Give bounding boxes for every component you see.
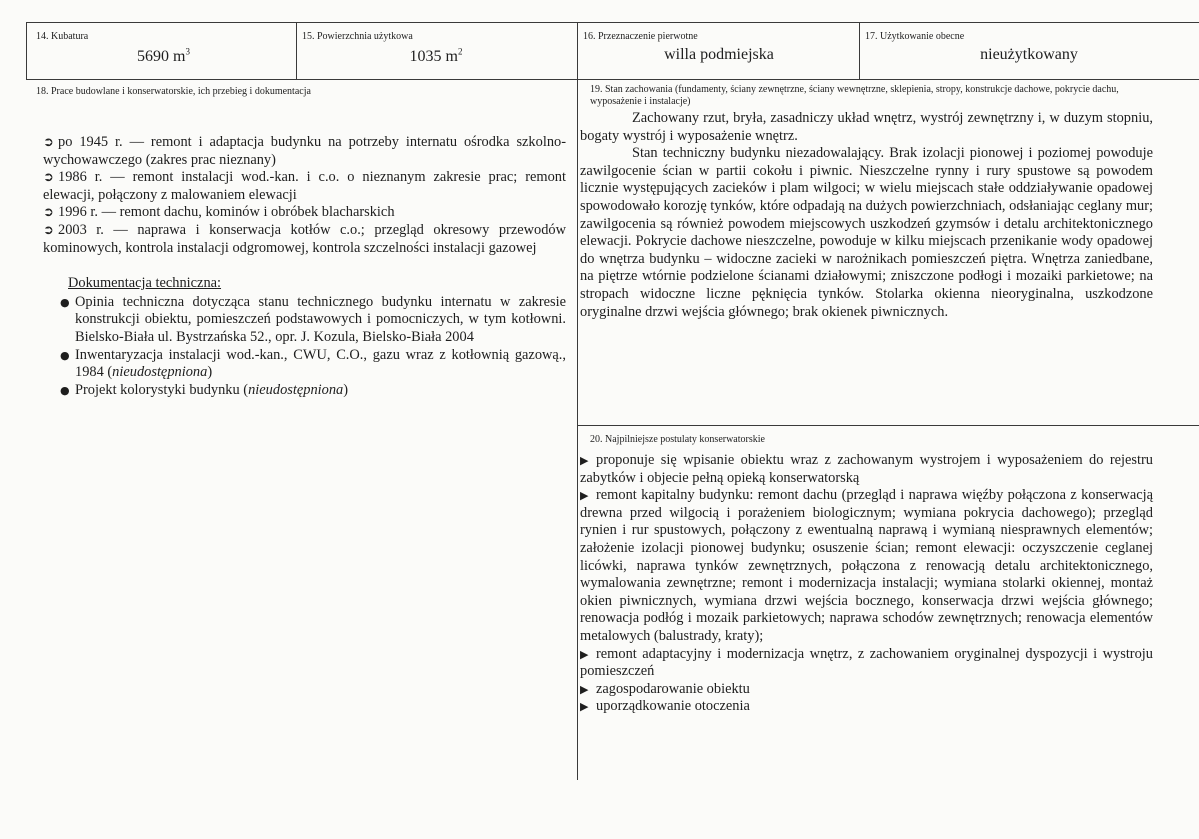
header-divider-3: [859, 22, 860, 80]
triangle-icon: ▶: [580, 454, 589, 467]
postulate-item: [580, 681, 1153, 699]
documentation-item-text: Inwentaryzacja instalacji wod.-kan., CWU, C.O., gazu wraz z kotłownią gazową., 1984 (: [75, 346, 566, 381]
section20-top-rule: [577, 425, 1199, 426]
triangle-icon: ▶: [580, 489, 589, 503]
documentation-item-tail: ): [207, 364, 213, 381]
triangle-icon: ▶: [580, 682, 589, 696]
kubatura-value: [36, 48, 291, 66]
documentation-item-text: Opinia techniczna dotycząca stanu technicznego budynku internatu w zakresie konstrukcji obiektu, pomieszczeń podstawowych i pomocniczych, w tym kotłowni. Bielsko-Biała ul. Bystrzańska 52., opr. J. Kozula, Bielsko-Biała 2004: [75, 293, 566, 345]
documentation-item-note: nieudostępniona: [112, 364, 208, 381]
uzytkowanie-value: nieużytkowany: [980, 46, 1078, 63]
triangle-icon: ▶: [580, 700, 589, 714]
work-item-year: 2003 r.: [58, 221, 104, 238]
section19-body: [580, 110, 1153, 321]
arrow-icon: ➲: [43, 205, 54, 221]
postulate-item: [580, 452, 1153, 487]
documentation-item: [60, 346, 566, 382]
section18-body: [43, 134, 566, 399]
work-item: [43, 169, 566, 204]
przeznaczenie-label: 16. Przeznaczenie pierwotne: [583, 31, 698, 42]
header-bottom-rule: [26, 79, 1199, 80]
kubatura-label: 14. Kubatura: [36, 31, 89, 42]
arrow-icon: ➲: [43, 170, 54, 186]
kubatura-unit-exp: 3: [185, 46, 190, 57]
documentation-item-tail: ): [343, 381, 349, 398]
work-item-text: — remont instalacji wod.-kan. i c.o. o nieznanym zakresie prac; remont elewacji, połączony z malowaniem elewacji: [43, 169, 566, 203]
postulate-item: [580, 646, 1153, 681]
powierzchnia-number: 1035 m: [409, 48, 458, 65]
documentation-title: Dokumentacja techniczna:: [68, 275, 222, 292]
documentation-item: [60, 293, 566, 347]
work-item: [43, 204, 566, 222]
postulate-item: [580, 487, 1153, 645]
arrow-icon: ➲: [43, 222, 54, 238]
postulate-item: [580, 698, 1153, 716]
work-item-text: — remont dachu, kominów i obróbek blacharskich: [97, 204, 395, 221]
powierzchnia-value: [300, 48, 572, 66]
section18-label: 18. Prace budowlane i konserwatorskie, ich przebieg i dokumentacja: [36, 86, 311, 97]
main-divider: [577, 22, 578, 780]
powierzchnia-label: 15. Powierzchnia użytkowa: [302, 31, 413, 42]
uzytkowanie-label: 17. Użytkowanie obecne: [865, 31, 965, 42]
postulate-text: remont kapitalny budynku: remont dachu (przegląd i naprawa więźby połączona z konserwacją drewna przed wilgocią i porażeniem biologicznym; wymiana pokrycia dachowego); przegląd rynien i rur spustowych, połączony z ewentualną naprawą i wymianą niesprawnych elementów; założenie izolacji pionowej budynku; osuszenie ścian; remont elewacji: oczyszczenie ceglanej licówki, naprawa tynków zewnętrznych, połączona z renowacją detalu architektonicznego, wymalowania zewnętrzne; remont i modernizacja instalacji; wymiana stolarki okiennej, montaż okien piwnicznych, wymiana drzwi wejścia bocznego, konserwacja drzwi wejścia głównego; renowacja podłóg i mozaik parkietowych; naprawa schodów zewnętrznych; renowacja elementów metalowych (balustrady, kraty);: [580, 487, 1153, 644]
postulate-text: uporządkowanie otoczenia: [596, 698, 750, 715]
postulate-text: remont adaptacyjny i modernizacja wnętrz, z zachowaniem oryginalnej dyspozycji i wystroju pomieszczeń: [580, 645, 1153, 680]
documentation-item-text: Projekt kolorystyki budynku (: [75, 381, 249, 398]
section19-label: 19. Stan zachowania (fundamenty, ściany zewnętrzne, ściany wewnętrzne, sklepienia, stropy, konstrukcje dachowe, pokrycie dachu, wyposażenie i instalacje): [590, 84, 1119, 107]
header-divider-1: [296, 22, 297, 80]
postulate-text: proponuje się wpisanie obiektu wraz z zachowanym wystrojem i wyposażeniem do rejestru zabytków i objecie pełną opieką konserwatorską: [580, 452, 1153, 486]
section20-body: [580, 452, 1153, 716]
przeznaczenie-value: willa podmiejska: [664, 46, 774, 63]
triangle-icon: ▶: [580, 647, 589, 661]
bullet-icon: ●: [60, 295, 70, 309]
condition-paragraph: Stan techniczny budynku niezadowalający. Brak izolacji pionowej i poziomej powoduje zawilgocenie ścian w partii cokołu i piwnic. Nieszczelne rynny i rury spustowe są powodem licznie występujących zacieków i plam wilgoci; w wielu miejscach stałe oddziaływanie opadowej spowodowało korozję tynków, które odpadają na dużych powierzchniach, odsłaniając ceglany mur; zawilgocenia są również powodem miejscowych uszkodzeń gzymsów i detalu architektonicznego elewacji. Pokrycie dachowe nieszczelne, powoduje w kilku miejscach przenikanie wody opadowej do wnętrza budynku – widoczne zacieki w narożnikach pomieszczeń piętra. Wnętrza zaniedbane, na piętrze wtórnie podzielone ścianami działowymi; zniszczone podłogi i mozaiki parkietowe; na stropach widoczne liczne pęknięcia tynków. Stolarka okienna nieoryginalna, uszkodzone oryginalne drzwi wejścia głównego; brak okienek piwnicznych.: [580, 145, 1153, 320]
bullet-icon: ●: [60, 383, 70, 397]
documentation-item-note: nieudostępniona: [248, 381, 344, 398]
work-item: [43, 222, 566, 257]
kubatura-number: 5690 m: [137, 48, 186, 65]
top-rule: [26, 22, 1199, 23]
documentation-list: [43, 294, 566, 400]
work-item-text: — remont i adaptacja budynku na potrzeby internatu ośrodka szkolno-wychowawczego (zakres prac nieznany): [43, 134, 567, 168]
powierzchnia-unit-exp: 2: [457, 46, 463, 57]
arrow-icon: ➲: [43, 135, 54, 150]
work-item: [43, 134, 566, 169]
section20-label: 20. Najpilniejsze postulaty konserwatorskie: [590, 434, 765, 445]
documentation-item: [60, 381, 566, 400]
work-item-year: 1996 r.: [58, 204, 98, 221]
work-item-text: — naprawa i konserwacja kotłów c.o.; przegląd okresowy przewodów kominowych, kontrola instalacji odgromowej, kontrola szczelności instalacji gazowej: [43, 221, 566, 256]
postulate-text: zagospodarowanie obiektu: [596, 680, 750, 697]
work-item-year: po 1945 r.: [58, 134, 123, 150]
left-border: [26, 22, 27, 80]
condition-paragraph: Zachowany rzut, bryła, zasadniczy układ wnętrz, wystrój zewnętrzny i, w duzym stopniu, bogaty wystrój i wyposażenie wnętrz.: [580, 110, 1153, 144]
work-item-year: 1986 r.: [58, 169, 103, 186]
bullet-icon: ●: [60, 348, 70, 362]
